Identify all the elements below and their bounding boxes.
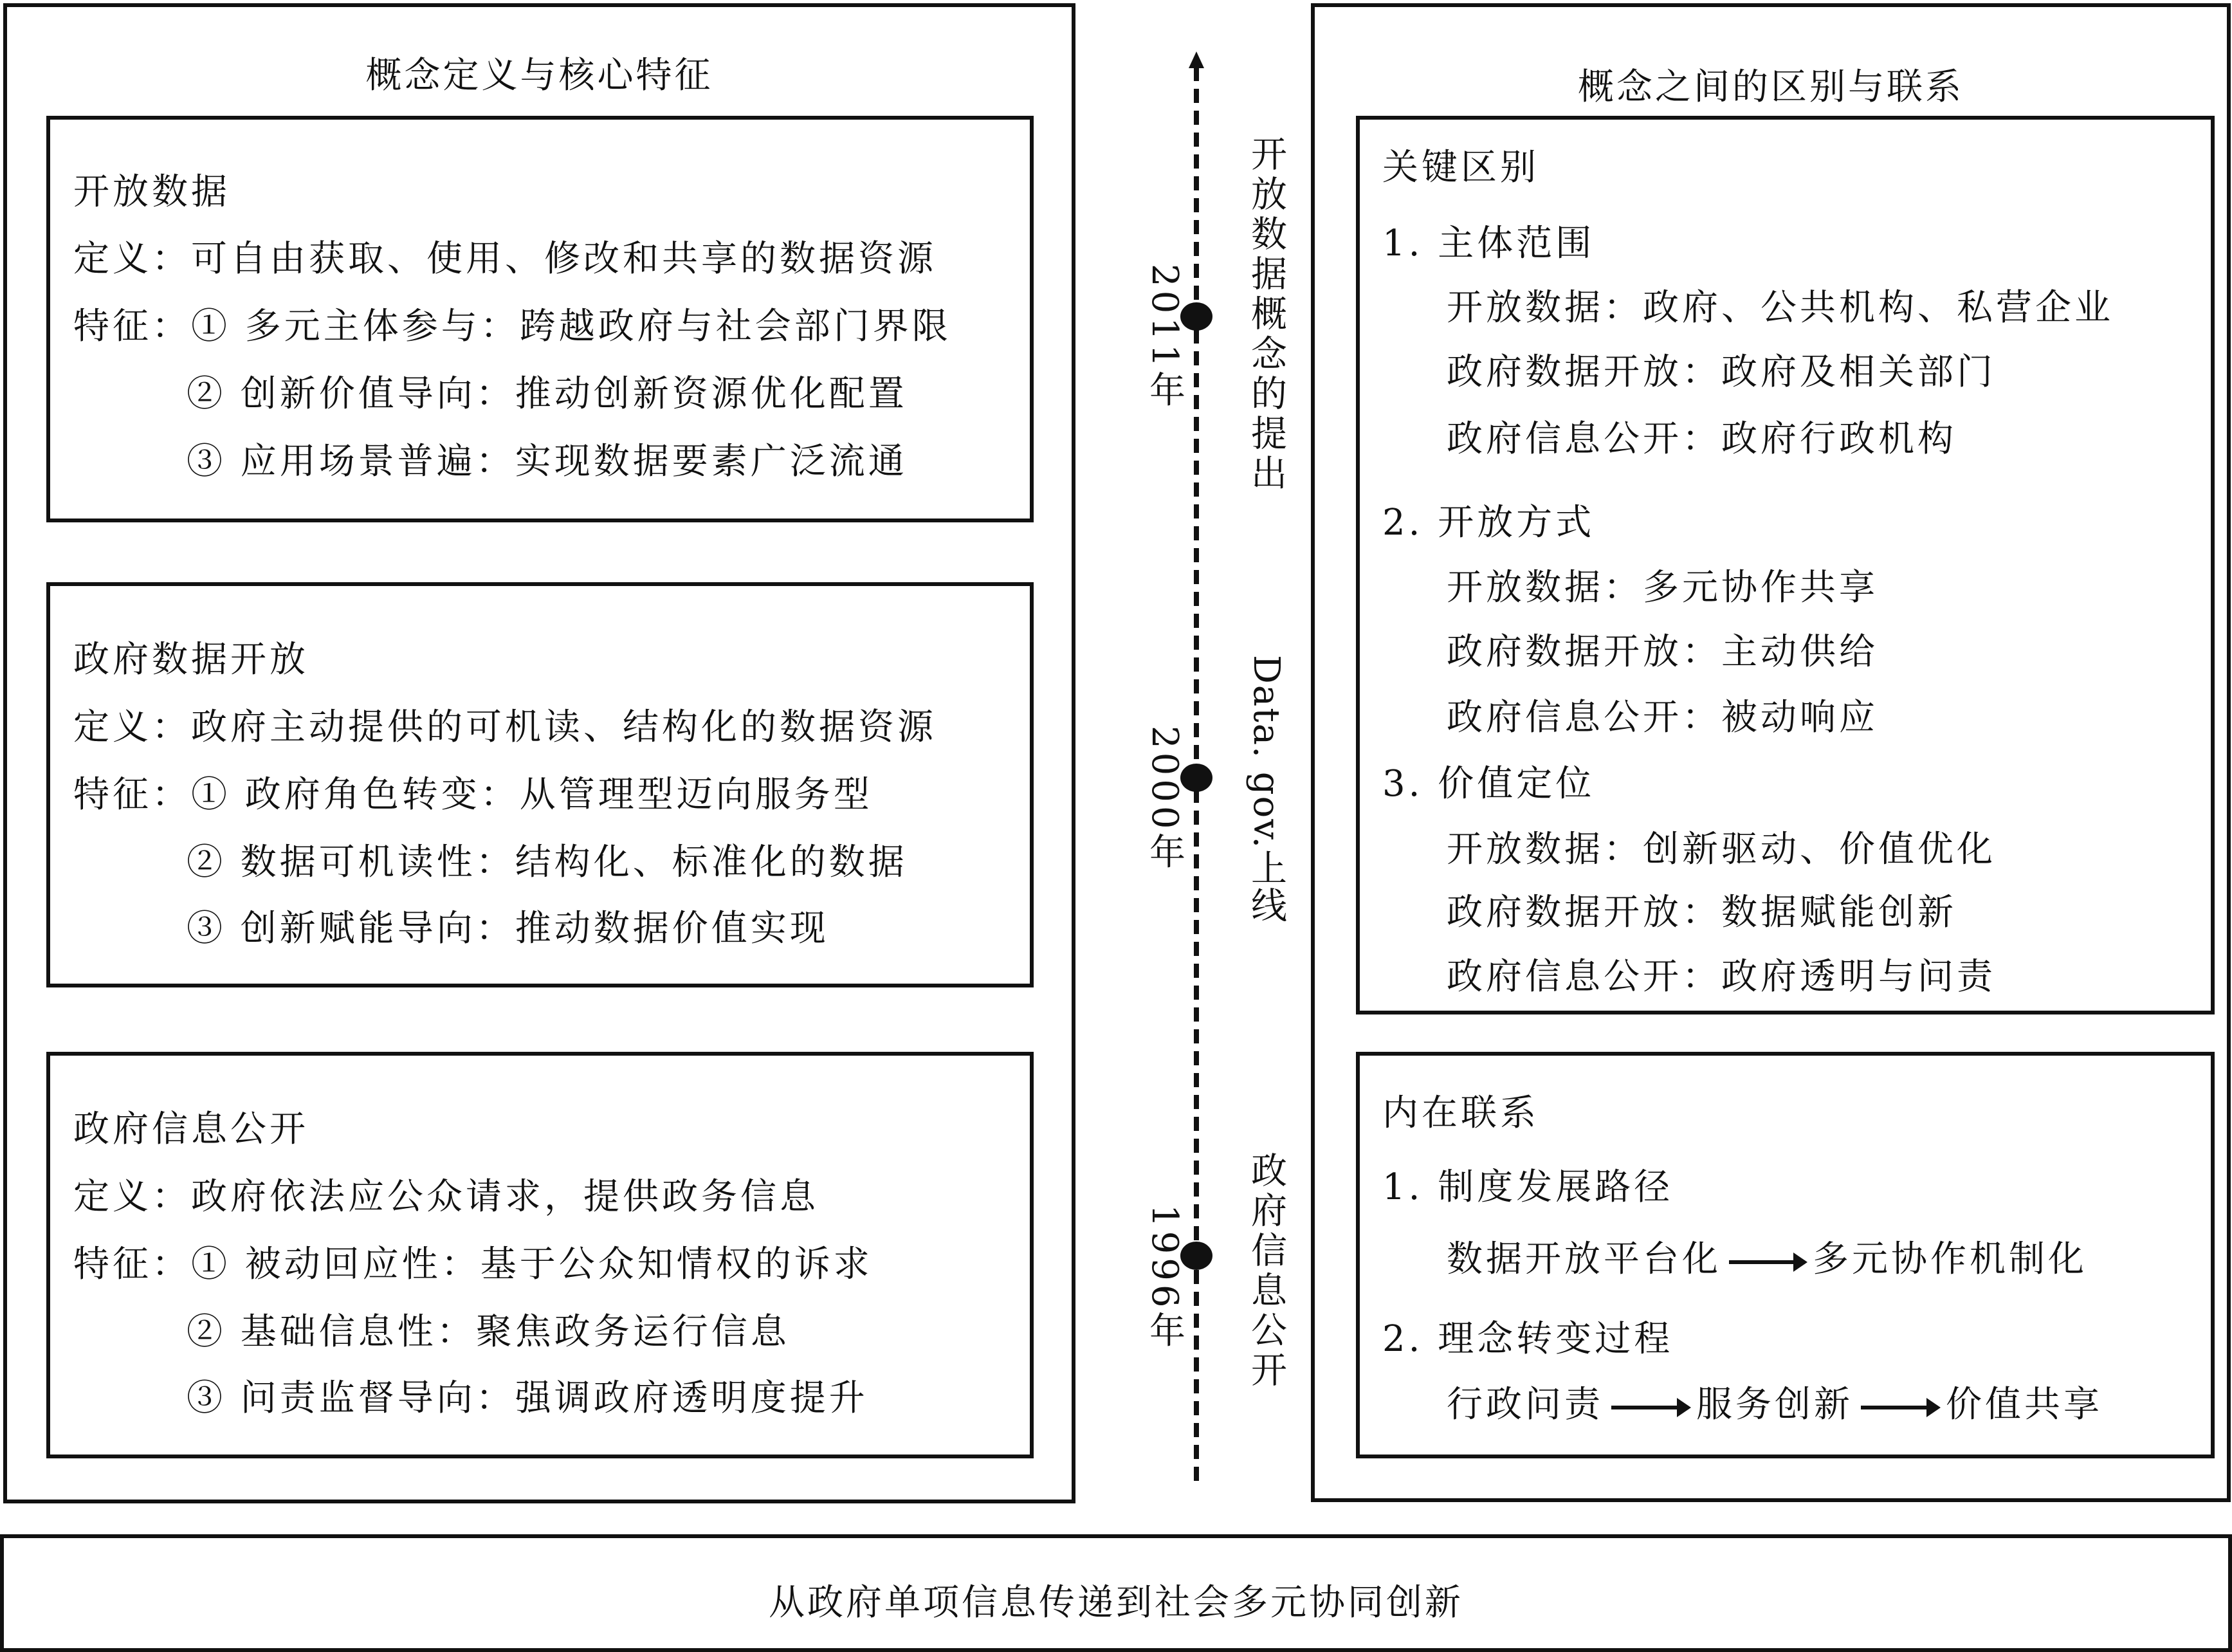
- card-feature: 特征：① 被动回应性：基于公众知情权的诉求: [73, 1244, 873, 1285]
- flow-step: 价值共享: [1946, 1384, 2103, 1426]
- card-feature: ② 创新价值导向：推动创新资源优化配置: [187, 373, 908, 415]
- card-definition: 定义：政府依法应公众请求，提供政务信息: [73, 1176, 819, 1218]
- right-panel-title: 概念之间的区别与联系: [1578, 66, 1964, 108]
- card-feature: 特征：① 政府角色转变：从管理型迈向服务型: [73, 774, 873, 816]
- card-gov-data-open: [46, 582, 1034, 987]
- section-item: 开放数据：创新驱动、价值优化: [1447, 829, 1996, 870]
- flow-step: 行政问责: [1447, 1384, 1604, 1426]
- footer-text: 从政府单项信息传递到社会多元协同创新: [769, 1582, 1463, 1624]
- section-title: 2. 开放方式: [1382, 502, 1595, 544]
- arrow-right-icon: [1611, 1406, 1688, 1409]
- section-title: 2. 理念转变过程: [1382, 1318, 1674, 1360]
- section-item: 政府数据开放：主动供给: [1447, 631, 1878, 673]
- section-item: 政府数据开放：数据赋能创新: [1447, 892, 1957, 933]
- card-feature: ③ 问责监督导向：强调政府透明度提升: [187, 1377, 868, 1419]
- differences-box: [1356, 116, 2215, 1014]
- card-definition: 定义：政府主动提供的可机读、结构化的数据资源: [73, 706, 937, 748]
- card-feature: ③ 应用场景普遍：实现数据要素广泛流通: [187, 441, 908, 482]
- left-panel-title: 概念定义与核心特征: [365, 55, 713, 96]
- card-gov-info-disclosure: [46, 1052, 1034, 1458]
- section-title: 3. 价值定位: [1382, 763, 1595, 805]
- card-feature: ③ 创新赋能导向：推动数据价值实现: [187, 908, 829, 950]
- flow-step: 多元协作机制化: [1813, 1238, 2087, 1280]
- section-item: 政府信息公开：政府行政机构: [1447, 418, 1957, 460]
- flow-step: 服务创新: [1696, 1384, 1853, 1426]
- section-item: 开放数据：多元协作共享: [1447, 567, 1878, 609]
- footer-banner: [0, 1534, 2232, 1652]
- card-definition: 定义：可自由获取、使用、修改和共享的数据资源: [73, 238, 937, 280]
- card-feature: 特征：① 多元主体参与：跨越政府与社会部门界限: [73, 306, 951, 347]
- timeline-event-label: 开放数据概念的提出: [1245, 135, 1287, 494]
- timeline-year: 2000年: [1144, 726, 1185, 873]
- card-heading: 政府数据开放: [73, 639, 309, 681]
- card-feature: ② 基础信息性：聚焦政务运行信息: [187, 1311, 790, 1353]
- arrow-right-icon: [1861, 1406, 1938, 1409]
- arrow-right-icon: [1729, 1260, 1805, 1264]
- flow-row: [1447, 1376, 2103, 1427]
- card-heading: 政府信息公开: [73, 1108, 309, 1150]
- differences-heading: 关键区别: [1382, 147, 1539, 188]
- section-item: 政府信息公开：政府透明与问责: [1447, 956, 1996, 998]
- timeline-year: 2011年: [1144, 264, 1185, 411]
- section-item: 政府信息公开：被动响应: [1447, 697, 1878, 739]
- timeline: [1145, 51, 1299, 1492]
- section-item: 开放数据：政府、公共机构、私营企业: [1447, 287, 2114, 329]
- timeline-event-label: Data. gov.上线: [1245, 655, 1287, 924]
- timeline-year: 1996年: [1144, 1204, 1185, 1352]
- section-title: 1. 主体范围: [1382, 223, 1595, 264]
- card-heading: 开放数据: [73, 171, 230, 213]
- timeline-arrow-icon: [1189, 51, 1204, 68]
- section-title: 1. 制度发展路径: [1382, 1166, 1674, 1208]
- section-item: 政府数据开放：政府及相关部门: [1447, 351, 1996, 393]
- connections-box: [1356, 1052, 2215, 1458]
- card-feature: ② 数据可机读性：结构化、标准化的数据: [187, 841, 908, 883]
- connections-heading: 内在联系: [1382, 1092, 1539, 1134]
- card-open-data: [46, 116, 1034, 522]
- timeline-event-label: 政府信息公开: [1245, 1152, 1287, 1391]
- flow-row: [1447, 1231, 2087, 1282]
- flow-step: 数据开放平台化: [1447, 1238, 1721, 1280]
